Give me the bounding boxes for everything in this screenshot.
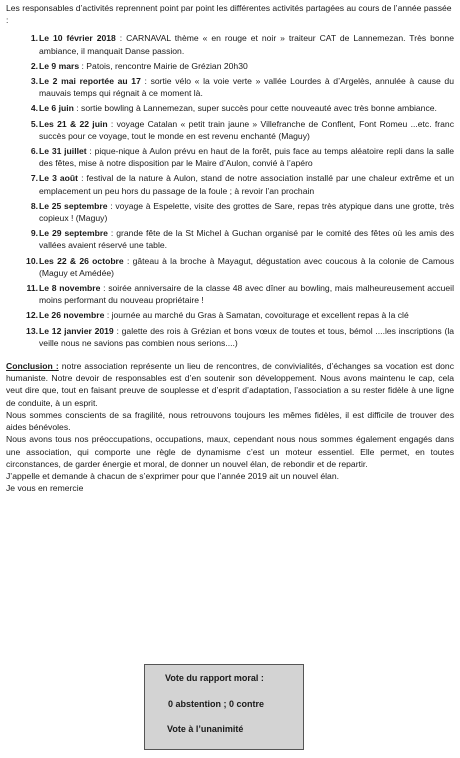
item-text: : pique-nique à Aulon prévu en haut de la forêt, puis face au temps aléatoire repli dans la salle des fêtes, mise à notre disposition par le Maire d’Aulon, convié à l’apéro	[39, 146, 454, 169]
list-item	[6, 102, 454, 114]
list-item	[6, 282, 454, 306]
item-date: Le 6 juin	[39, 103, 74, 114]
item-date: Le 2 mai reportée au 17	[39, 76, 141, 87]
item-text: : voyage à Espelette, visite des grottes de Sare, repas très atypique dans une grotte, très copieux ! (Maguy)	[39, 200, 454, 224]
item-text: : Patois, rencontre Mairie de Grézian 20h30	[79, 60, 248, 71]
item-text: : sortie bowling à Lannemezan, super succès pour cette nouveauté avec très bonne ambiance.	[73, 103, 437, 114]
vote-result: Vote à l’unanimité	[167, 724, 244, 734]
conclusion-section	[6, 360, 454, 494]
item-number: 10.	[26, 255, 38, 266]
item-date: Le 29 septembre	[39, 228, 108, 239]
list-item	[6, 227, 454, 251]
intro-paragraph: Les responsables d’activités reprennent point par point les différentes activités partagées au cours de l’année passée :	[6, 3, 452, 26]
conclusion-paragraph-4: J’appelle et demande à chacun de s’exprimer pour que l’année 2019 ait un nouvel élan.	[6, 470, 339, 481]
conclusion-paragraph-2: Nous sommes conscients de sa fragilité, nous retrouvons toujours les mêmes fidèles, il est difficile de trouver des aides bénévoles.	[6, 409, 454, 433]
document-body	[6, 2, 454, 494]
item-date: Le 3 août	[39, 173, 79, 184]
activities-list	[6, 32, 454, 349]
item-date: Les 22 & 26 octobre	[39, 255, 124, 266]
item-number: 9.	[30, 228, 38, 239]
item-number: 3.	[30, 76, 38, 87]
item-date: Le 25 septembre	[39, 200, 108, 211]
list-item	[6, 75, 454, 99]
item-date: Les 21 & 22 juin	[39, 118, 108, 129]
vote-counts: 0 abstention ; 0 contre	[168, 699, 265, 709]
list-item	[6, 309, 454, 321]
item-date: Le 31 juillet	[39, 146, 87, 157]
item-date: Le 10 février 2018	[39, 33, 116, 44]
item-text: : galette des rois à Grézian et bons vœux de toutes et tous, bémol ....les inscriptions (la veille nous ne savions pas combien nous serions....)	[39, 325, 455, 348]
item-number: 12.	[26, 310, 38, 321]
conclusion-text: notre association représente un lieu de rencontres, de convivialités, d’échanges sa vocation est donc humaniste. Notre devoir de responsables est d’en soutenir son développement. Nous avons maintenu le cap, cela veut dire que, tout en faisant preuve de souplesse et d’esprit d’adaptation, l’association a su rester fidèle à une ligne de conduite, à un esprit.	[6, 361, 454, 408]
item-text: : sortie vélo « la voie verte » vallée Lourdes à d’Argelès, annulée à cause du mauvais temps qui régnait à ce moment là.	[39, 76, 454, 99]
item-number: 5.	[30, 118, 38, 129]
conclusion-label: Conclusion :	[6, 361, 59, 372]
conclusion-paragraph-5: Je vous en remercie	[6, 483, 84, 494]
item-text: : gâteau à la broche à Mayagut, dégustation avec coucous à la colonie de Camous (Maguy et Amédée)	[39, 255, 454, 278]
item-number: 1.	[30, 33, 38, 44]
list-item	[6, 255, 454, 279]
list-item	[6, 200, 454, 224]
item-number: 11.	[26, 283, 38, 294]
item-number: 7.	[30, 173, 38, 184]
list-item	[6, 118, 454, 142]
item-date: Le 12 janvier 2019	[39, 325, 114, 336]
conclusion-paragraph-3: Nous avons tous nos préoccupations, occupations, maux, cependant nous nous sommes également engagés dans une association, qui comporte une règle de dynamisme c’est un moteur essentiel. Elle permet, en toutes circonstances, de garder énergie et moral, de donner un nouvel élan, de rebondir et de repartir.	[6, 434, 454, 469]
item-date: Le 26 novembre	[39, 310, 105, 321]
item-text: : journée au marché du Gras à Samatan, covoiturage et excellent repas à la clé	[104, 310, 409, 321]
item-text: : soirée anniversaire de la classe 48 avec dîner au bowling, mais malheureusement accueil moins performant du nouveau propriétaire !	[39, 283, 454, 306]
item-number: 4.	[30, 103, 38, 114]
conclusion-paragraph-1	[6, 360, 454, 409]
list-item	[6, 145, 454, 169]
list-item	[6, 60, 454, 72]
list-item	[6, 325, 454, 349]
list-item	[6, 172, 454, 196]
item-number: 6.	[30, 146, 38, 157]
item-date: Le 9 mars	[39, 60, 80, 71]
vote-box	[144, 664, 304, 750]
item-number: 13.	[26, 325, 38, 336]
item-date: Le 8 novembre	[39, 283, 101, 294]
item-number: 8.	[30, 200, 38, 211]
item-text: : CARNAVAL thème « en rouge et noir » traiteur CAT de Lannemezan. Très bonne ambiance, il manquait Danse passion.	[39, 33, 454, 56]
list-item	[6, 32, 454, 56]
vote-title: Vote du rapport moral :	[165, 673, 264, 683]
item-text: : festival de la nature à Aulon, stand de notre association installé par une chaleur extrême et un emplacement un peu hors du passage de la foule ; à revoir l’an prochain	[39, 173, 454, 196]
item-text: : voyage Catalan « petit train jaune » Villefranche de Conflent, Font Romeu ...etc. franc succès pour ce voyage, tout le monde en est revenu enchanté (Maguy)	[39, 118, 454, 141]
item-text: : grande fête de la St Michel à Guchan organisé par le comité des fêtes où les amis des vallées avaient réservé une table.	[39, 228, 455, 251]
item-number: 2.	[30, 60, 38, 71]
